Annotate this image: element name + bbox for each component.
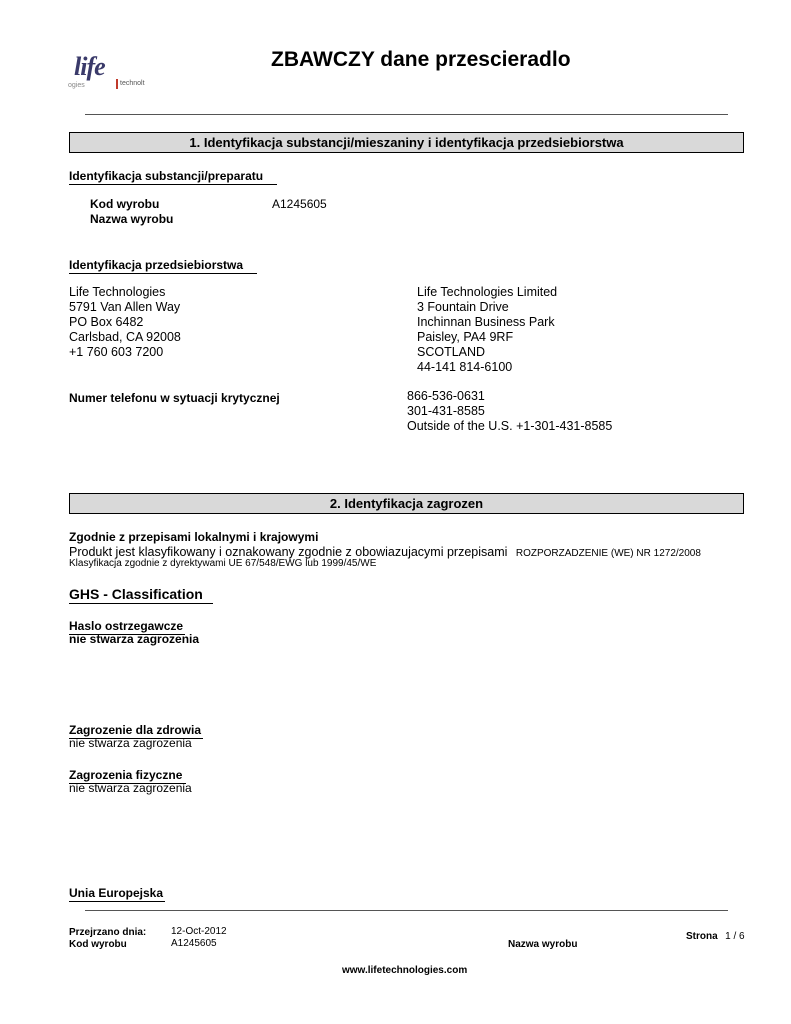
address-line: Inchinnan Business Park [417,315,555,329]
ghs-heading [69,586,213,604]
footer-website: www.lifetechnologies.com [342,965,468,976]
document-title: ZBAWCZY dane przescieradlo [271,48,571,71]
logo-accent-bar [116,79,118,89]
address-line: 3 Fountain Drive [417,300,509,314]
address-line: PO Box 6482 [69,315,144,329]
footer-revised-label: Przejrzano dnia: [69,927,147,938]
emergency-phone-label: Numer telefonu w sytuacji krytycznej [69,391,280,405]
address-line: Life Technologies Limited [417,285,558,299]
logo-fragment-right: technolt [120,80,145,87]
phone-number: Outside of the U.S. +1-301-431-8585 [407,419,613,433]
footer-code-value: A1245605 [171,938,217,949]
footer-divider [85,910,728,911]
compliance-text: Produkt jest klasyfikowany i oznakowany zgodnie z obowiazujacymi przepisami [69,545,508,559]
substance-id-heading [69,167,277,185]
address-line: Paisley, PA4 9RF [417,330,514,344]
footer-code-label: Kod wyrobu [69,939,127,950]
company-us-address [69,285,181,360]
eu-heading [69,884,165,902]
health-hazard-label: Zagrozenie dla zdrowia [69,723,202,737]
phone-number: 866-536-0631 [407,389,485,403]
substance-id-label: Identyfikacja substancji/preparatu [69,169,277,185]
health-hazard-value: nie stwarza zagrozenia [69,736,192,750]
compliance-directive: Klasyfikacja zgodnie z dyrektywami UE 67/548/EWG lub 1999/45/WE [69,558,377,569]
footer-page [686,926,745,944]
address-line: SCOTLAND [417,345,486,359]
footer-revised-value: 12-Oct-2012 [171,926,227,937]
address-line: Carlsbad, CA 92008 [69,330,181,344]
emergency-phone-numbers [407,389,612,434]
product-code-value: A1245605 [272,197,327,211]
compliance-regulation: ROZPORZADZENIE (WE) NR 1272/2008 [515,548,701,559]
phone-number: 301-431-8585 [407,404,485,418]
compliance-label: Zgodnie z przepisami lokalnymi i krajowymi [69,530,319,544]
physical-hazard-label: Zagrozenia fizyczne [69,768,186,784]
logo-wordmark: life [74,52,105,81]
footer-name-label: Nazwa wyrobu [508,939,578,950]
header-divider [85,114,728,115]
logo-fragment-left: ogies [68,82,85,89]
section-1-heading: 1. Identyfikacja substancji/mieszaniny i identyfikacja przedsiebiorstwa [69,132,744,153]
footer-page-label: Strona [686,931,718,942]
signal-word-value: nie stwarza zagrozenia [69,632,200,646]
product-code-label: Kod wyrobu [90,197,160,211]
address-line: +1 760 603 7200 [69,345,164,359]
physical-hazard-value: nie stwarza zagrozenia [69,781,192,795]
footer-page-value: 1 / 6 [725,931,745,942]
address-line: 44-141 814-6100 [417,360,513,374]
product-name-label: Nazwa wyrobu [90,212,174,226]
company-id-label: Identyfikacja przedsiebiorstwa [69,258,257,274]
company-uk-address [417,285,557,375]
ghs-label: GHS - Classification [69,586,213,604]
section-2-heading: 2. Identyfikacja zagrozen [69,493,744,514]
company-id-heading [69,256,257,274]
address-line: Life Technologies [69,285,166,299]
company-logo [68,52,168,94]
address-line: 5791 Van Allen Way [69,300,181,314]
signal-word-label: Haslo ostrzegawcze [69,619,184,633]
eu-label: Unia Europejska [69,886,164,900]
